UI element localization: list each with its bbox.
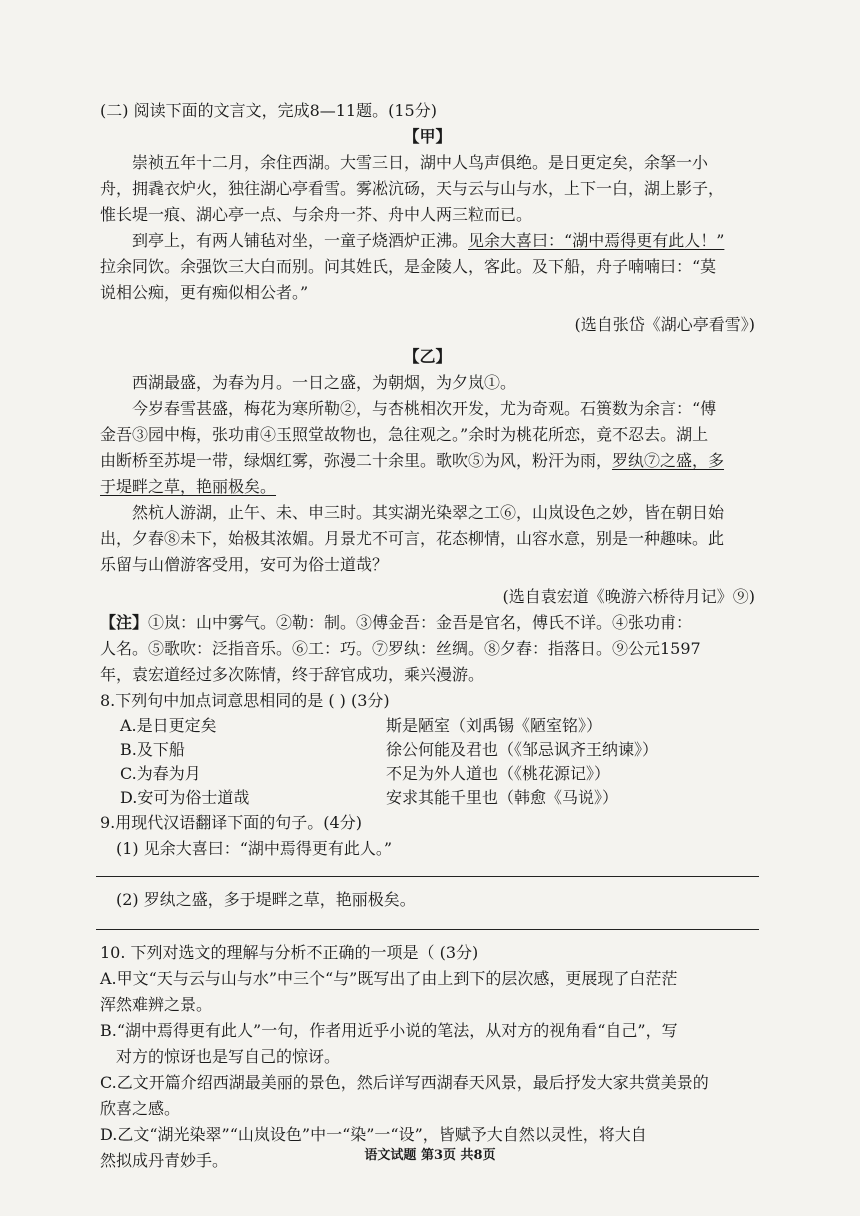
yi-p3-line3: 乐留与山僧游客受用，安可为俗士道哉？ (100, 555, 389, 574)
passage-jia (100, 150, 755, 306)
q10-option-c-line2: 欣喜之感。 (100, 1099, 181, 1118)
notes (100, 610, 755, 688)
q10-option-d-line2: 然拟成丹青妙手。 (100, 1151, 229, 1170)
q9-stem: 9.用现代汉语翻译下面的句子。(4分) (100, 813, 362, 832)
q8-option-d-left: D.安可为俗士道哉 (120, 788, 250, 807)
q8-option-b (100, 738, 755, 762)
q10-option-b-line1: B.“湖中焉得更有此人”一句，作者用近乎小说的笔法，从对方的视角看“自己”，写 (100, 1021, 678, 1040)
notes-line3: 年，袁宏道经过多次陈情，终于辞官成功，乘兴漫游。 (100, 665, 485, 684)
question-9 (100, 810, 755, 930)
jia-p1-line1: 崇祯五年十二月，余住西湖。大雪三日，湖中人鸟声俱绝。是日更定矣，余拏一小 (132, 153, 709, 172)
passage-yi (100, 370, 755, 578)
q9-answer-line-1[interactable] (96, 876, 759, 877)
yi-underlined-sentence-end: 于堤畔之草，艳丽极矣。 (100, 477, 277, 496)
q8-option-c-right: 不足为外人道也（《桃花源记》） (386, 764, 611, 783)
jia-p2-line3: 说相公痴，更有痴似相公者。” (100, 283, 309, 302)
q8-option-a-right: 斯是陋室（刘禹锡《陋室铭》） (386, 716, 603, 735)
q10-option-c-line1: C.乙文开篇介绍西湖最美丽的景色，然后详写西湖春天风景，最后抒发大家共赏美景的 (100, 1073, 709, 1092)
yi-p3-line2: 出，夕舂⑧未下，始极其浓媚。月景尤不可言，花态柳情，山容水意，别是一种趣味。此 (100, 529, 725, 548)
yi-underlined-sentence-start: 罗纨⑦之盛，多 (612, 451, 725, 470)
q10-option-a-line2: 浑然难辨之景。 (100, 995, 213, 1014)
notes-line1-text: ①岚：山中雾气。②勒：制。③傅金吾：金吾是官名，傅氏不详。④张功甫： (148, 613, 693, 632)
q10-stem: 10. 下列对选文的理解与分析不正确的一项是（ (3分) (100, 943, 479, 962)
jia-p2-line1-text: 到亭上，有两人铺毡对坐，一童子烧酒炉正沸。 (132, 231, 469, 250)
q10-option-b-line2: 对方的惊讶也是写自己的惊讶。 (116, 1047, 341, 1066)
yi-source: (选自袁宏道《晚游六桥待月记》⑨) (502, 587, 755, 606)
q8-stem: 8.下列句中加点词意思相同的是 ( ) (3分) (100, 691, 390, 710)
passage-yi-label: 【乙】 (403, 347, 452, 366)
q8-option-a-left: A.是日更定矣 (120, 716, 217, 735)
notes-label: 【注】 (100, 613, 149, 632)
q8-option-c (100, 762, 755, 786)
page-content (100, 98, 755, 1174)
q9-sentence-2: (2) 罗纨之盛，多于堤畔之草，艳丽极矣。 (116, 890, 416, 909)
notes-line2: 人名。⑤歌吹：泛指音乐。⑥工：巧。⑦罗纨：丝绸。⑧夕舂：指落日。⑨公元1597 (100, 639, 701, 658)
q8-option-a (100, 714, 755, 738)
q10-option-d-line1: D.乙文“湖光染翠”“山岚设色”中一“染”一“设”，皆赋予大自然以灵性，将大自 (100, 1125, 647, 1144)
jia-underlined-sentence: 见余大喜曰：“湖中焉得更有此人！” (468, 231, 725, 250)
section-heading: (二) 阅读下面的文言文，完成8—11题。(15分) (100, 101, 437, 120)
yi-p2-line2: 金吾③园中梅，张功甫④玉照堂故物也，急往观之。”余时为桃花所恋，竟不忍去。湖上 (100, 425, 709, 444)
notes-line1 (100, 610, 755, 636)
question-8 (100, 688, 755, 810)
jia-p2-line1 (100, 228, 755, 254)
yi-p1: 西湖最盛，为春为月。一日之盛，为朝烟，为夕岚①。 (132, 373, 517, 392)
q9-sentence-1: (1) 见余大喜曰：“湖中焉得更有此人。” (116, 839, 393, 858)
yi-p3-line1: 然杭人游湖，止午、未、申三时。其实湖光染翠之工⑥，山岚设色之妙，皆在朝日始 (132, 503, 725, 522)
passage-jia-label: 【甲】 (403, 127, 452, 146)
q8-option-d-right: 安求其能千里也（韩愈《马说》） (386, 788, 619, 807)
q8-option-b-left: B.及下船 (120, 740, 185, 759)
yi-p2-line3-text: 由断桥至苏堤一带，绿烟红雾，弥漫二十余里。歌吹⑤为风，粉汗为雨， (100, 451, 613, 470)
jia-p1-line2: 舟，拥毳衣炉火，独往湖心亭看雪。雾凇沆砀，天与云与山与水，上下一白，湖上影子， (100, 179, 725, 198)
q10-option-a-line1: A.甲文“天与云与山与水”中三个“与”既写出了由上到下的层次感，更展现了白茫茫 (100, 969, 678, 988)
q9-answer-line-2[interactable] (96, 929, 759, 930)
jia-source: (选自张岱《湖心亭看雪》) (574, 315, 755, 334)
page-footer: 语文试题 第3页 共8页 (364, 1148, 496, 1163)
jia-p1-line3: 惟长堤一痕、湖心亭一点、与余舟一芥、舟中人两三粒而已。 (100, 205, 533, 224)
jia-p2-line2: 拉余同饮。余强饮三大白而别。问其姓氏，是金陵人，客此。及下船，舟子喃喃曰：“莫 (100, 257, 717, 276)
yi-p2-line4 (100, 474, 755, 500)
q8-option-d (100, 786, 755, 810)
q8-option-b-right: 徐公何能及君也（《邹忌讽齐王纳谏》） (386, 740, 659, 759)
yi-p2-line3 (100, 448, 755, 474)
question-10 (100, 940, 755, 1174)
q8-option-c-left: C.为春为月 (120, 764, 201, 783)
yi-p2-line1: 今岁春雪甚盛，梅花为寒所勒②，与杏桃相次开发，尤为奇观。石篑数为余言：“傅 (132, 399, 717, 418)
